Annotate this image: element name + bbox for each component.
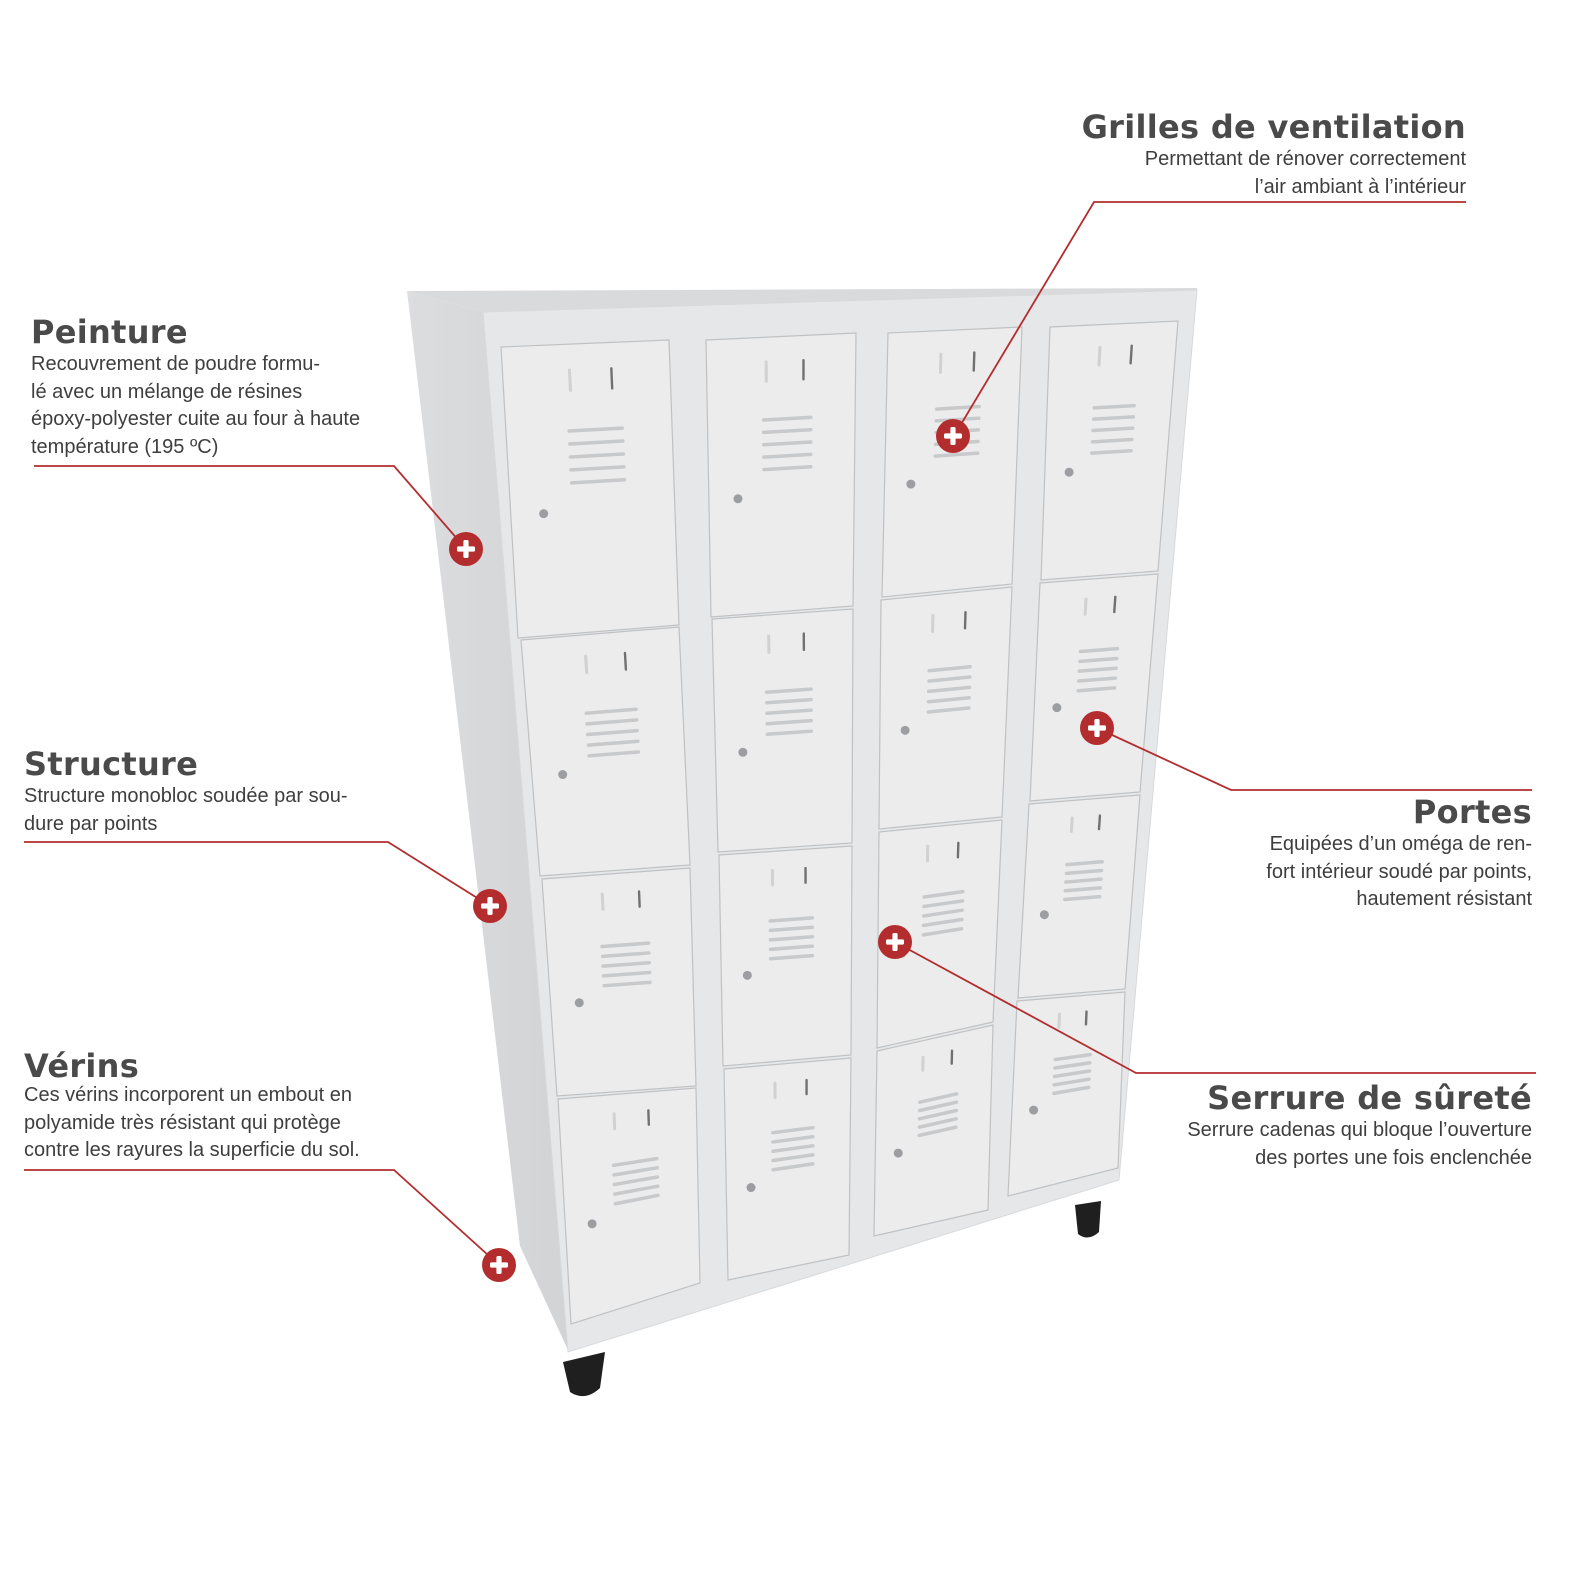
door-lock bbox=[733, 494, 742, 503]
plus-marker-portes[interactable] bbox=[1080, 711, 1114, 745]
locker-door bbox=[1018, 795, 1140, 998]
callout-title-grilles: Grilles de ventilation bbox=[1081, 108, 1466, 146]
door-lock bbox=[1029, 1106, 1038, 1115]
desc-line: polyamide très résistant qui protège bbox=[24, 1111, 341, 1134]
door-lock bbox=[1052, 703, 1061, 712]
leader-line-verins bbox=[24, 1170, 499, 1265]
locker-door bbox=[719, 846, 852, 1066]
leader-line-peinture bbox=[34, 466, 466, 549]
callout-desc-verins bbox=[24, 1082, 360, 1165]
door-handle-slot bbox=[1086, 1012, 1087, 1025]
door-handle-slot bbox=[586, 656, 587, 673]
callout-title-serrure: Serrure de sûreté bbox=[1207, 1079, 1532, 1117]
callout-title-portes: Portes bbox=[1412, 793, 1532, 831]
door-lock bbox=[539, 509, 548, 518]
vent-slat bbox=[1094, 406, 1134, 408]
callout-desc-portes bbox=[1266, 831, 1532, 914]
plus-marker-serrure[interactable] bbox=[878, 925, 912, 959]
desc-line: Equipées d’un oméga de ren- bbox=[1269, 833, 1532, 855]
door-handle-slot bbox=[1099, 347, 1100, 365]
locker-door bbox=[501, 340, 679, 638]
door-panel bbox=[1008, 992, 1125, 1196]
desc-line: des portes une fois enclenchée bbox=[1255, 1146, 1532, 1169]
door-panel bbox=[558, 1088, 700, 1324]
door-lock bbox=[588, 1219, 597, 1228]
desc-line: Structure monobloc soudée par sou- bbox=[24, 785, 348, 807]
locker-door bbox=[521, 627, 690, 876]
desc-line: dure par points bbox=[24, 812, 158, 835]
vent-slat bbox=[1092, 451, 1131, 453]
door-handle-slot bbox=[1114, 597, 1115, 612]
door-handle-slot bbox=[639, 891, 640, 906]
door-panel bbox=[1018, 795, 1140, 998]
locker-door bbox=[542, 868, 696, 1096]
desc-line: fort intérieur soudé par points, bbox=[1266, 860, 1532, 883]
door-handle-slot bbox=[965, 612, 966, 628]
door-handle-slot bbox=[625, 653, 626, 670]
plus-icon-bar bbox=[496, 1256, 501, 1274]
locker-door bbox=[712, 609, 853, 852]
vent-slat bbox=[1094, 417, 1134, 419]
door-lock bbox=[901, 726, 910, 735]
door-lock bbox=[1040, 910, 1049, 919]
plus-marker-grilles[interactable] bbox=[936, 419, 970, 453]
plus-marker-verins[interactable] bbox=[482, 1248, 516, 1282]
callout-title-verins: Vérins bbox=[24, 1047, 140, 1085]
locker-door bbox=[879, 587, 1012, 829]
door-handle-slot bbox=[614, 1114, 615, 1129]
locker-door bbox=[1008, 992, 1125, 1196]
callout-title-structure: Structure bbox=[24, 745, 199, 783]
locker-door bbox=[1030, 574, 1158, 801]
front-left-foot bbox=[563, 1352, 605, 1396]
door-lock bbox=[558, 770, 567, 779]
desc-line: époxy-polyester cuite au four à haute bbox=[31, 408, 361, 430]
door-lock bbox=[894, 1149, 903, 1158]
door-handle-slot bbox=[1099, 816, 1100, 830]
door-lock bbox=[906, 480, 915, 489]
callout-desc-peinture bbox=[31, 351, 360, 461]
desc-line: contre les rayures la superficie du sol. bbox=[24, 1139, 360, 1161]
desc-line: l’air ambiant à l’intérieur bbox=[1254, 175, 1466, 198]
door-handle-slot bbox=[1071, 818, 1072, 832]
plus-icon-bar bbox=[892, 933, 897, 951]
desc-line: lé avec un mélange de résines bbox=[31, 380, 303, 403]
locker-door bbox=[1041, 321, 1178, 580]
callout-desc-grilles bbox=[1145, 146, 1466, 201]
door-lock bbox=[747, 1183, 756, 1192]
callout-desc-structure bbox=[24, 783, 348, 838]
plus-marker-peinture[interactable] bbox=[449, 532, 483, 566]
plus-icon-bar bbox=[463, 540, 468, 558]
locker-door bbox=[874, 1025, 993, 1236]
desc-line: Permettant de rénover correctement bbox=[1144, 148, 1466, 170]
vent-slat bbox=[1093, 439, 1132, 441]
locker-doors bbox=[501, 321, 1178, 1324]
desc-line: hautement résistant bbox=[1356, 888, 1532, 910]
door-handle-slot bbox=[1059, 1014, 1060, 1027]
door-lock bbox=[743, 971, 752, 980]
door-panel bbox=[882, 327, 1022, 597]
desc-line: température (195 ºC) bbox=[31, 435, 219, 458]
door-handle-slot bbox=[602, 894, 603, 909]
vent-slat bbox=[1093, 428, 1132, 430]
door-lock bbox=[575, 998, 584, 1007]
plus-icon-bar bbox=[1094, 719, 1099, 737]
door-lock bbox=[1065, 468, 1074, 477]
leader-line-structure bbox=[24, 842, 490, 906]
door-handle-slot bbox=[569, 370, 570, 390]
door-panel bbox=[879, 587, 1012, 829]
leader-line-portes bbox=[1097, 728, 1532, 790]
desc-line: Ces vérins incorporent un embout en bbox=[24, 1084, 352, 1106]
locker-door bbox=[724, 1058, 851, 1280]
desc-line: Recouvrement de poudre formu- bbox=[31, 353, 321, 375]
door-panel bbox=[706, 333, 856, 617]
desc-line: Serrure cadenas qui bloque l’ouverture bbox=[1187, 1119, 1532, 1141]
door-handle-slot bbox=[1085, 599, 1086, 614]
door-panel bbox=[712, 609, 853, 852]
locker-door bbox=[558, 1088, 700, 1324]
door-handle-slot bbox=[1131, 346, 1132, 364]
callout-title-peinture: Peinture bbox=[31, 313, 188, 351]
door-handle-slot bbox=[940, 354, 941, 372]
door-lock bbox=[738, 748, 747, 757]
locker-door bbox=[706, 333, 856, 617]
door-panel bbox=[1030, 574, 1158, 801]
back-right-foot bbox=[1075, 1201, 1101, 1238]
door-handle-slot bbox=[974, 352, 975, 370]
door-handle-slot bbox=[611, 368, 612, 388]
door-panel bbox=[521, 627, 690, 876]
plus-icon-bar bbox=[487, 897, 492, 915]
door-handle-slot bbox=[648, 1110, 649, 1124]
locker-door bbox=[882, 327, 1022, 597]
plus-marker-structure[interactable] bbox=[473, 889, 507, 923]
callout-desc-serrure bbox=[1187, 1117, 1532, 1172]
door-panel bbox=[501, 340, 679, 638]
plus-icon-bar bbox=[950, 427, 955, 445]
door-panel bbox=[542, 868, 696, 1096]
